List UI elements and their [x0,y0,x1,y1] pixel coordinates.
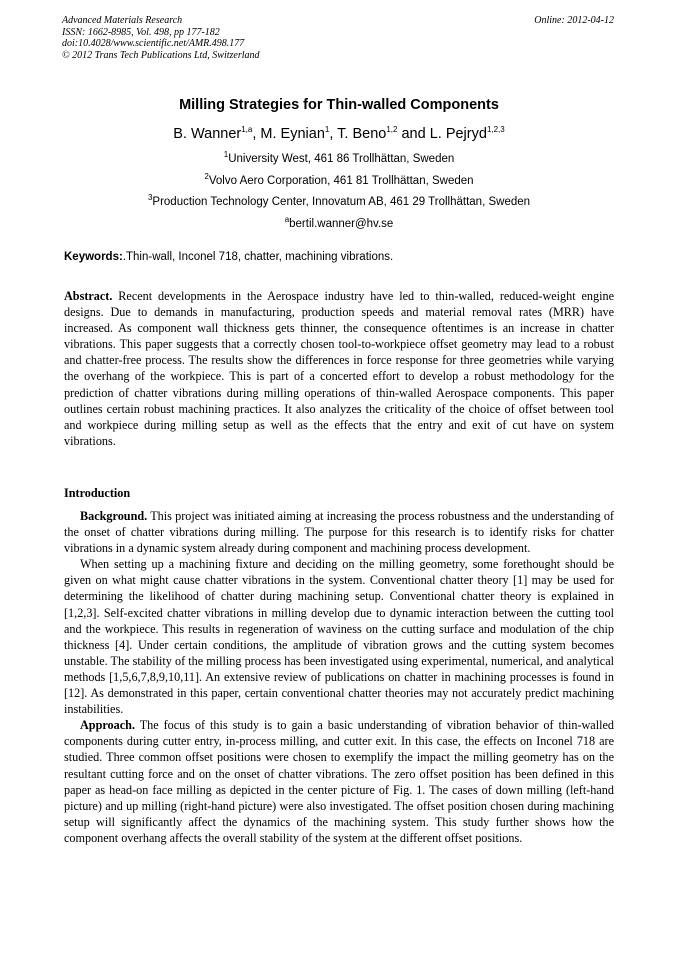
author-affil-mark: 1 [324,125,330,135]
author-separator: and [397,126,430,142]
affiliation-2 [0,172,678,187]
background-text: This project was initiated aiming at increasing the process robustness and the understanding of the onset of chatter vibrations during milling. The purpose for this research is to identify risks for chatter vibrations in a dynamic system already during component and machining process development. [64,509,614,556]
author-affil-mark: 1,2 [386,125,398,135]
author-name: T. Beno [337,126,387,142]
journal-issn: ISSN: 1662-8985, Vol. 498, pp 177-182 [62,26,220,38]
affiliation-3 [0,193,678,208]
author-name: M. Eynian [260,126,325,142]
journal-name: Advanced Materials Research [62,15,183,26]
abstract-label: Abstract. [64,289,113,303]
affiliation-text: Production Technology Center, Innovatum AB, 461 29 Trollhättan, Sweden [152,196,531,208]
author-separator: , [329,126,338,142]
introduction-body [64,508,614,846]
paragraph-approach [64,717,614,846]
paragraph-chatter-theory: When setting up a machining fixture and deciding on the milling geometry, some forethought should be given on what might cause chatter vibrations in the system. Conventional chatter theory [1] may be used for determining the likelihood of chatter during machining setup. Conventional chatter theory is explained in [1,2,3]. Self-excited chatter vibrations in milling develop due to dynamic interaction between the cutting tool and the workpiece. This results in regeneration of waviness on the cutting surface and modulation of the chip thickness [4]. Under certain conditions, the amplitude of vibration grows and the cutting system becomes unstable. The stability of the milling process has been investigated using experimental, numerical, and analytical methods [1,5,6,7,8,9,10,11]. An extensive review of publications on chatter in machining processes is found in [12]. As demonstrated in this paper, certain conventional chatter theories may not accurately predict machining instabilities. [64,557,614,717]
affiliation-mark: 1 [223,150,229,160]
author-list [0,126,678,142]
email-text: bertil.wanner@hv.se [289,218,394,230]
approach-text: The focus of this study is to gain a basic understanding of vibration behavior of thin-walled components during cutter entry, in-process milling, and cutter exit. In this case, the effects on Inconel 718 are studied. Three common offset positions were chosen to exemplify the impact the milling geometry has on the resultant cutting force and on the onset of chatter vibrations. The zero offset position has been defined in this paper as head-on face milling as depicted in the center picture of Fig. 1. The cases of down milling (left-hand picture) and up milling (right-hand picture) were also investigated. The offset position chosen during machining setup will significantly affect the dynamics of the machining system. This study further shows how the component overhang affects the overall stability of the system at the different offset positions. [64,718,614,845]
affiliation-mark: a [284,215,290,225]
affiliation-1 [0,150,678,165]
keywords [64,251,624,263]
journal-copyright: © 2012 Trans Tech Publications Ltd, Switzerland [62,49,260,61]
author-email [0,215,678,230]
approach-label: Approach. [80,718,135,733]
online-date: Online: 2012-04-12 [534,15,614,26]
keywords-label: Keywords: [64,251,123,263]
journal-doi: doi:10.4028/www.scientific.net/AMR.498.177 [62,38,245,49]
journal-header [62,15,260,61]
affiliation-mark: 2 [204,172,209,182]
author-name: L. Pejryd [429,126,487,142]
paper-title: Milling Strategies for Thin-walled Components [179,97,499,113]
author-name: B. Wanner [173,126,242,142]
author-affil-mark: 1,a [241,125,253,135]
paragraph-background [64,508,614,556]
affiliation-text: University West, 461 86 Trollhättan, Sweden [228,153,455,165]
section-heading-introduction: Introduction [64,486,131,500]
author-separator: , [252,126,261,142]
affiliation-mark: 3 [147,193,153,203]
affiliation-text: Volvo Aero Corporation, 461 81 Trollhättan, Sweden [208,175,474,187]
abstract [64,288,614,449]
abstract-text: Recent developments in the Aerospace industry have led to thin-walled, reduced-weight engine designs. Due to demands in manufacturing, production speeds and material removal rates (MRR) have increased. As component wall thickness gets thinner, the consequence oftentimes is an increase in chatter vibrations. This paper suggests that a correctly chosen tool-to-workpiece offset geometry may lead to a robust and chatter-free process. The results show the differences in force response for three geometries while varying the overhang of the workpiece. This is part of a concerted effort to develop a robust methodology for the prediction of chatter vibrations during milling operations of thin-walled Aerospace components. This paper outlines certain robust machining practices. It also analyzes the criticality of the choice of offset between tool and workpiece during milling setup as well as the effects that the entry and exit of cut have on system vibrations. [64,289,614,448]
background-label: Background. [80,509,148,523]
author-affil-mark: 1,2,3 [486,125,505,135]
keywords-text: .Thin-wall, Inconel 718, chatter, machining vibrations. [122,251,394,263]
